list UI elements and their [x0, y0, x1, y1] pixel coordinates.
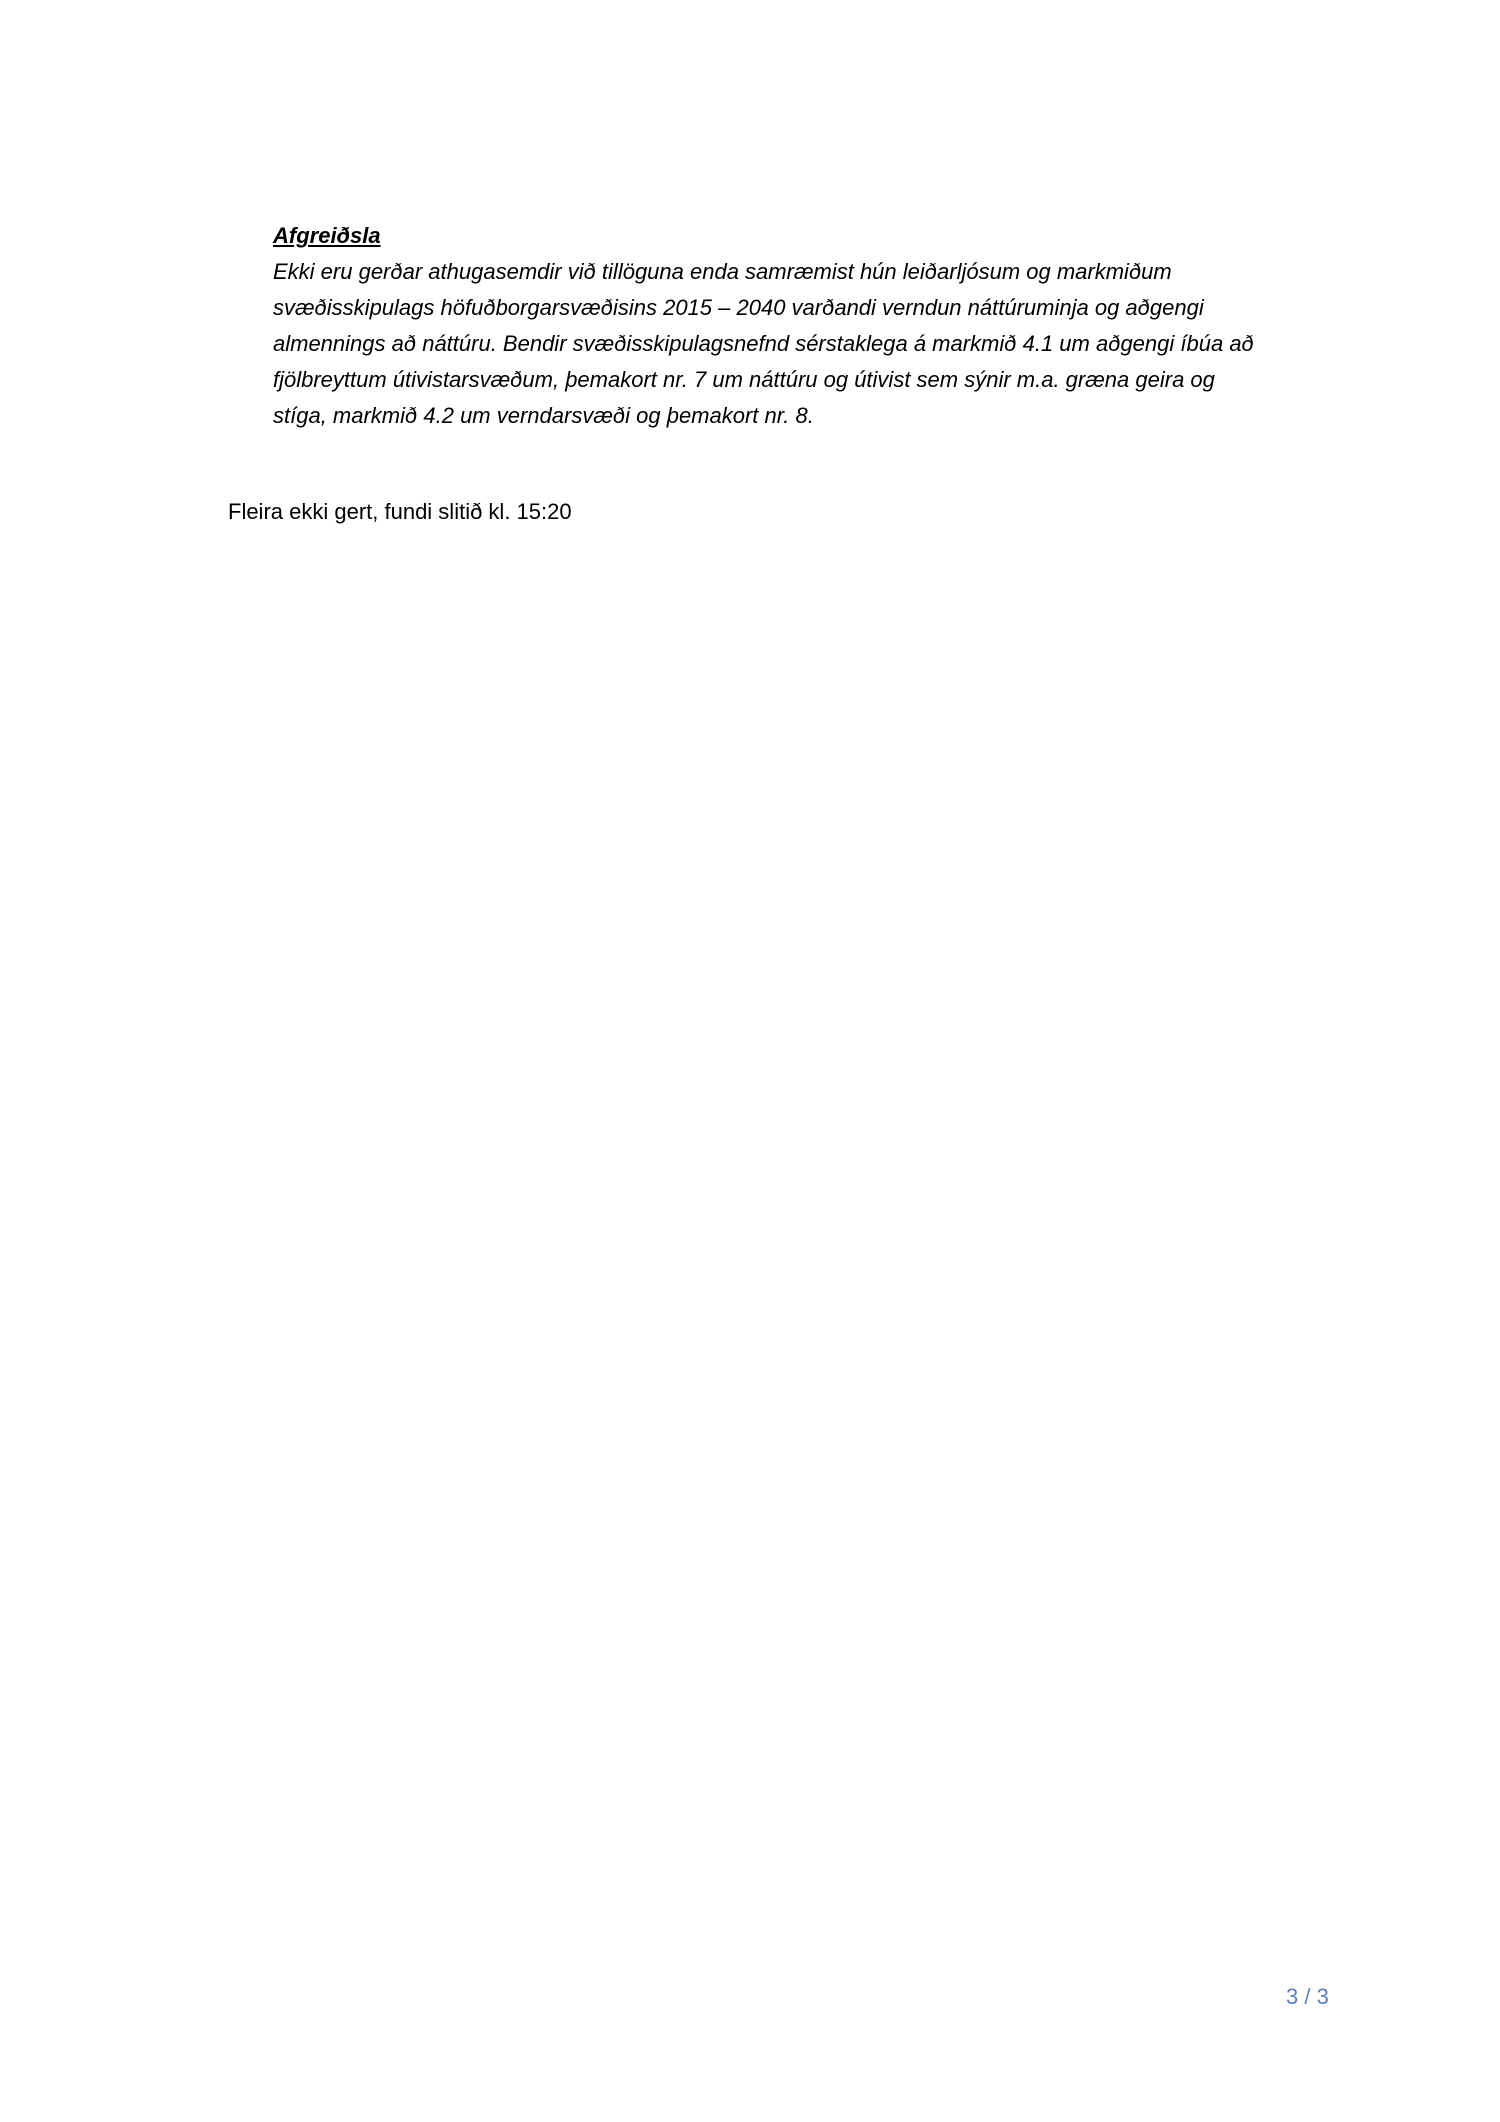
closing-statement: Fleira ekki gert, fundi slitið kl. 15:20 — [228, 499, 572, 524]
paragraph-line: almennings að náttúru. Bendir svæðisskipulagsnefnd sérstaklega á markmið 4.1 um aðgengi íbúa að — [273, 331, 1254, 356]
paragraph-line: Ekki eru gerðar athugasemdir við tillöguna enda samræmist hún leiðarljósum og markmiðum — [273, 259, 1172, 284]
afgreidsla-section — [273, 218, 1333, 434]
paragraph-line: stíga, markmið 4.2 um verndarsvæði og þemakort nr. 8. — [273, 403, 814, 428]
page-number: 3 / 3 — [1286, 1984, 1329, 2009]
paragraph-line: svæðisskipulags höfuðborgarsvæðisins 2015 – 2040 varðandi verndun náttúruminja og aðgengi — [273, 295, 1204, 320]
paragraph-line: fjölbreyttum útivistarsvæðum, þemakort nr. 7 um náttúru og útivist sem sýnir m.a. græna geira og — [273, 367, 1215, 392]
section-heading: Afgreiðsla — [273, 223, 381, 248]
